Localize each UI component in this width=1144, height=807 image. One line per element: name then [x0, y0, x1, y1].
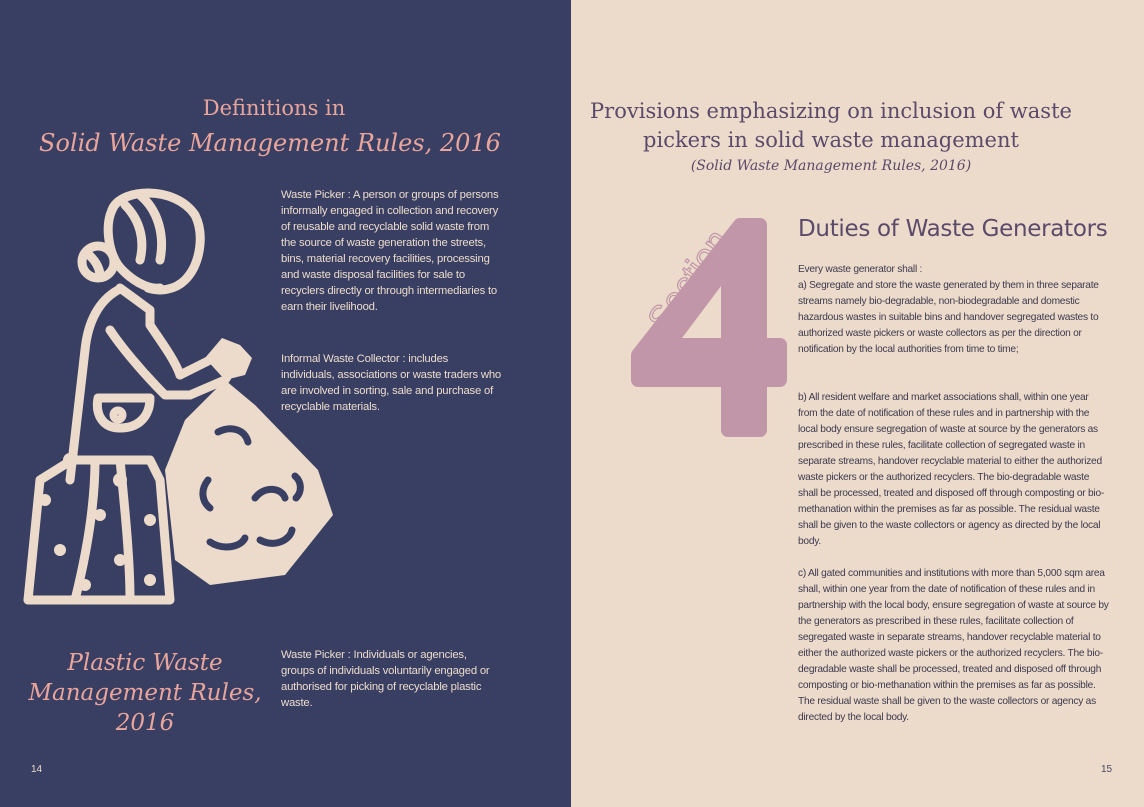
- definitions-title: Definitions in: [202, 96, 346, 120]
- provisions-subtitle: (Solid Waste Management Rules, 2016): [690, 158, 972, 174]
- definitions-subtitle: Solid Waste Management Rules, 2016: [39, 129, 501, 157]
- page-number-left: 14: [31, 764, 43, 775]
- plastic-rules-title: Plastic Waste Management Rules, 2016: [28, 650, 262, 736]
- duties-intro: Every waste generator shall :: [798, 264, 923, 275]
- provisions-title: Provisions emphasizing on inclusion of waste pickers in solid waste management: [590, 99, 1072, 152]
- section-number: 4: [620, 205, 621, 206]
- duties-para-a: a) Segregate and store the waste generated by them in three separate streams namely bio-degradable, non-biodegradable and domestic hazardous wastes in suitable bins and handover segregated wastes to authorized waste pickers or waste collectors as per the direction or notification by the local authorities from time to time;: [798, 280, 1099, 355]
- duties-para-b: b) All resident welfare and market associations shall, within one year from the date of notification of these rules and in partnership with the local body ensure segregation of waste at source by the generators as prescribed in these rules, facilitate collection of segregated waste in separate streams, handover recyclable material to either the authorized waste pickers or the authorized recyclers. The bio-degradable waste shall be processed, treated and disposed off through composting or bio-methanation within the premises as far as possible. The residual waste shall be given to the waste collectors or agency as directed by the local body.: [798, 392, 1105, 547]
- waste-picker-definition: Waste Picker : A person or groups of persons informally engaged in collection and recovery of reusable and recyclable solid waste from the source of waste generation the streets, bins, material recovery facilities, processing and waste disposal facilities for sale to recyclers directly or through intermediaries to earn their livelihood.: [281, 189, 499, 313]
- informal-collector-definition: Informal Waste Collector : includes individuals, associations or waste traders who are involved in sorting, sale and purchase of recyclable materials.: [281, 353, 501, 413]
- page-number-right: 15: [1101, 764, 1113, 775]
- duties-heading: Duties of Waste Generators: [798, 216, 1108, 242]
- section-word: Section: [640, 222, 737, 338]
- plastic-waste-picker-definition: Waste Picker : Individuals or agencies, groups of individuals voluntarily engaged or authorised for picking of recyclable plastic waste.: [281, 649, 490, 709]
- duties-para-c: c) All gated communities and institutions with more than 5,000 sqm area shall, within one year from the date of notification of these rules and in partnership with the local body, ensure segregation of waste at source by the generators as prescribed in these rules, facilitate collection of segregated waste in separate streams, handover recyclable material to either the authorized waste pickers or the authorized recyclers. The bio-degradable waste shall be processed, treated and disposed off through composting or bio-methanation within the premises as far as possible. The residual waste shall be given to the waste collectors or agency as directed by the local body.: [798, 568, 1109, 723]
- section-4-graphic: [620, 205, 795, 445]
